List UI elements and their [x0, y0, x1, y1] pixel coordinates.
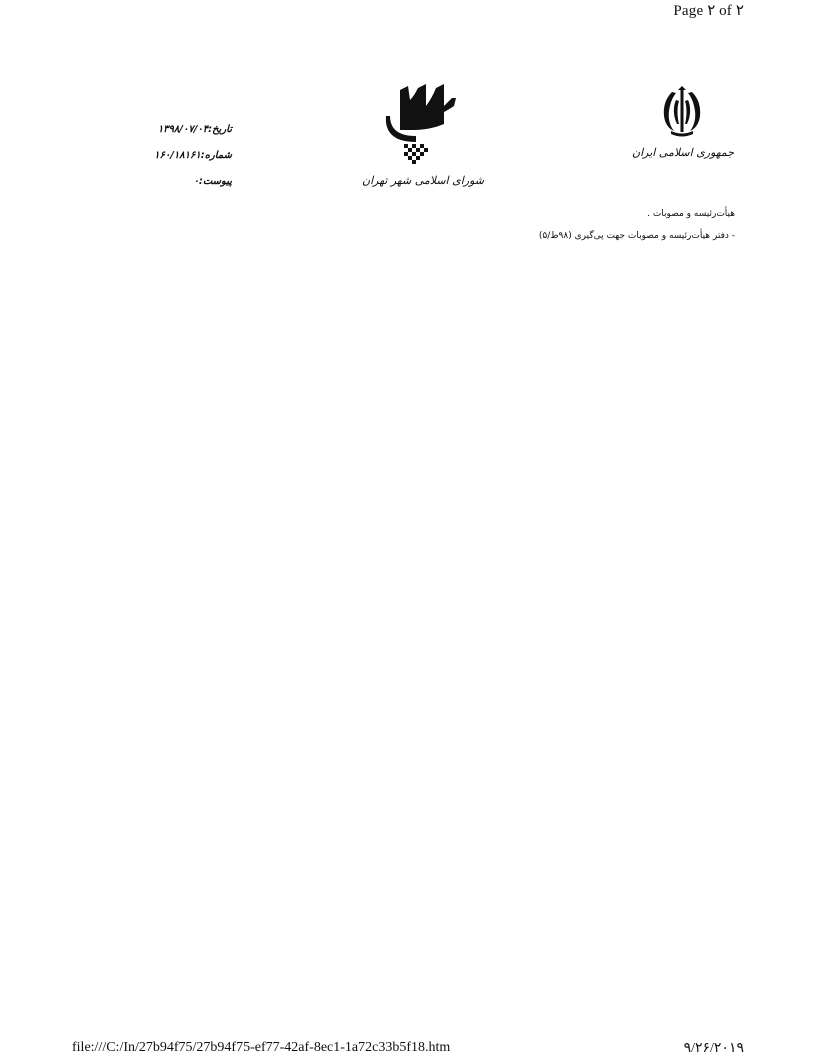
iran-emblem-icon: [631, 86, 735, 166]
recipients-list: [450, 208, 735, 252]
date-row: [120, 124, 232, 137]
attachment-row: [120, 176, 232, 189]
tehran-city-council-logo: [360, 76, 486, 194]
council-logo-graphic: [360, 76, 486, 194]
date-value: ۱۳۹۸/۰۷/۰۴: [157, 124, 209, 135]
recipient-line: - دفتر هیأت‌رئیسه و مصوبات جهت پی‌گیری (۹۸ط/۵): [538, 231, 735, 241]
emblem-caption: جمهوری اسلامی ایران: [631, 146, 735, 159]
number-label: شماره:: [200, 150, 232, 161]
attachment-value: ۰: [193, 176, 199, 187]
number-row: [120, 150, 232, 163]
letter-meta: [120, 124, 232, 202]
council-caption: شورای اسلامی شهر تهران: [362, 174, 484, 187]
iran-emblem-graphic: [631, 86, 735, 166]
page-number: Page ۲ of ۲: [673, 3, 744, 19]
footer-date: ۹/۲۶/۲۰۱۹: [683, 1041, 744, 1056]
recipient-line: هیأت‌رئیسه و مصوبات .: [647, 209, 735, 219]
number-value: ۱۶۰/۱۸۱۶۱: [154, 150, 201, 161]
date-label: تاریخ:: [208, 124, 232, 135]
footer-file-path: file:///C:/In/27b94f75/27b94f75-ef77-42af-8ec1-1a72c33b5f18.htm: [72, 1040, 451, 1055]
attachment-label: پیوست:: [198, 176, 232, 187]
